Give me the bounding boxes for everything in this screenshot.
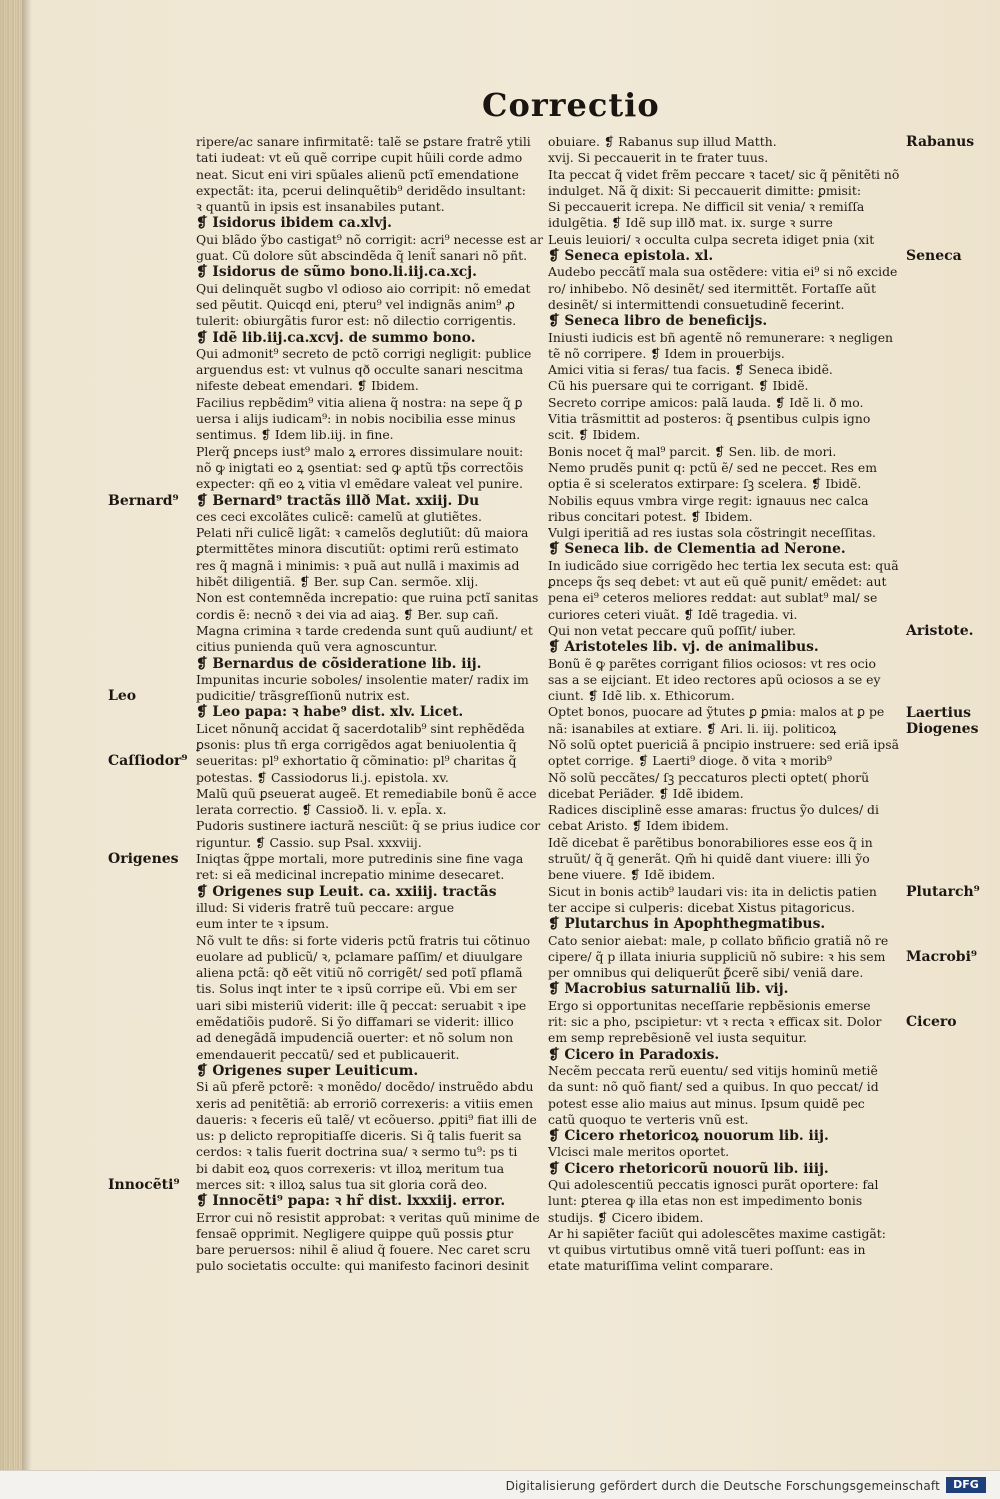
text-line: ad denegãdã impudenciã ouerter: et nõ solum non — [196, 1030, 514, 1046]
margin-note: Laertius — [906, 704, 972, 721]
text-line: Bonis nocet q̃ mal⁹ parcit. ❡ Sen. lib. de mori. — [548, 443, 837, 459]
text-line: catũ quoquo te verteris vnũ est. — [548, 1111, 749, 1127]
text-line: Vlcisci male meritos oportet. — [548, 1144, 730, 1160]
text-line: Cato senior aiebat: male, p collato bñficio gratiã nõ re — [548, 932, 889, 948]
text-line: tẽ nõ corripere. ❡ Idem in prouerbijs. — [548, 345, 785, 361]
text-line: illud: Si videris fratrẽ tuũ peccare: argue — [196, 899, 455, 915]
text-line: rit: sic a pho, pscipietur: vt ꝛ recta ꝛ efficax sit. Dolor — [548, 1014, 882, 1030]
text-line: ❡ Bernardus de cõsideratione lib. iij. — [196, 655, 482, 672]
text-line: ❡ Seneca epistola. xl. — [548, 248, 714, 265]
text-line: Si peccauerit icrepa. Ne difficil sit venia/ ꝛ remiſſa — [548, 199, 865, 215]
text-line: Qui adolescentiũ peccatis ignosci purãt oportere: fal — [548, 1177, 879, 1192]
text-line: tis. Solus inqt inter te ꝛ ipsũ corripe eũ. Vbi em ser — [196, 981, 517, 997]
text-line: riguntur. ❡ Cassio. sup Psal. xxxviij. — [196, 834, 422, 850]
text-line: vt quibus virtutibus omnẽ vitã tueri poſſunt: eas in — [548, 1242, 866, 1258]
margin-note: Origenes — [108, 851, 179, 868]
text-line: scit. ❡ Ibidem. — [548, 427, 641, 443]
text-line: idulgẽtia. ❡ Idẽ sup illð mat. ix. surge ꝛ surre — [548, 215, 833, 231]
text-line: Iniusti iudicis est bñ agentẽ nõ remunerare: ꝛ negligen — [548, 329, 894, 345]
text-line: ro/ inhibebo. Nõ desinẽt/ sed itermittẽt. Fortaſſe aũt — [548, 280, 877, 296]
text-line: dicebat Periãder. ❡ Idẽ ibidem. — [548, 785, 744, 801]
margin-note: Macrobi⁹ — [906, 949, 978, 965]
text-line: curiores ceteri viuãt. ❡ Idẽ tragedia. vi. — [548, 606, 798, 622]
right-text-column — [548, 134, 910, 1275]
text-line: ❡ Innocẽti⁹ papa: ꝛ hr̃ dist. lxxxiij. error. — [196, 1193, 506, 1210]
text-line: ciunt. ❡ Idẽ lib. x. Ethicorum. — [548, 688, 735, 704]
text-line: ❡ Aristoteles lib. vj. de animalibus. — [548, 639, 819, 656]
text-line: uari sibi misteriũ viderit: ille q̃ peccat: seruabit ꝛ ipe — [196, 997, 527, 1013]
text-line: ꝑsonis: plus tñ erga corrigẽdos agat beniuolentia q̃ — [196, 736, 517, 752]
text-line: bene viuere. ❡ Idẽ ibidem. — [548, 867, 716, 883]
text-line: Nõ solũ optet puericiã ã pncipio instruere: sed eriã ipsã — [548, 736, 899, 752]
text-line: fensaẽ opprimit. Negligere quippe quũ possis ꝑtur — [196, 1225, 514, 1241]
text-line: Ergo si opportunitas neceſſarie repbẽsionis emerse — [548, 997, 871, 1013]
text-line: obuiare. ❡ Rabanus sup illud Matth. — [548, 134, 777, 149]
text-line: Pudoris sustinere iacturã nesciũt: q̃ se prius iudice cor — [196, 818, 541, 834]
text-line: desinẽt/ si intermittendi consuetudinẽ fecerint. — [548, 296, 845, 312]
text-line: studijs. ❡ Cicero ibidem. — [548, 1209, 704, 1225]
text-line: ❡ Isidorus de sũmo bono.li.iij.ca.xcj. — [196, 264, 477, 281]
text-line: Bonũ ẽ ꝙ parẽtes corrigant filios ociosos: vt res ocio — [548, 655, 876, 671]
text-line: euolare ad publicũ/ ꝛ, pclamare paſſim/ et diuulgare — [196, 948, 523, 964]
text-line: ❡ Plutarchus in Apophthegmatibus. — [548, 916, 826, 933]
text-line: tulerit: obiurgãtis furor est: nõ dilectio corrigentis. — [196, 313, 517, 329]
text-line: potestas. ❡ Cassiodorus li.j. epistola. xv. — [196, 769, 449, 785]
text-line: Audebo peccãtĩ mala sua ostẽdere: vitia ei⁹ si nõ excide — [548, 264, 898, 280]
text-line: xvij. Si peccauerit in te frater tuus. — [548, 150, 769, 166]
text-line: ❡ Leo papa: ꝛ habe⁹ dist. xlv. Licet. — [196, 704, 464, 721]
text-line: Optet bonos, puocare ad ỹtutes ꝑ ꝑmia: malos at ꝑ pe — [548, 704, 885, 720]
text-line: ❡ Bernard⁹ tractãs illð Mat. xxiij. Du — [196, 492, 480, 509]
text-line: optia ẽ si sceleratos extirpare: ſꝫ scelera. ❡ Ibidẽ. — [548, 476, 862, 492]
text-line: Nemo prudẽs punit q: pctũ ẽ/ sed ne peccet. Res em — [548, 459, 877, 475]
text-line: Qui blãdo ỹbo castigat⁹ nõ corrigit: acri⁹ necesse est ar — [196, 231, 543, 247]
text-line: aliena pctã: qð eẽt vitiũ nõ corrigẽt/ sed potĩ pflamã — [196, 965, 523, 981]
text-line: citius punienda quũ vera agnoscuntur. — [196, 639, 438, 655]
text-line: ❡ Idẽ lib.iij.ca.xcvj. de summo bono. — [196, 329, 476, 346]
text-line: lunt: ꝑterea ꝙ illa etas non est impedimento bonis — [548, 1193, 863, 1209]
gutter-shadow — [22, 0, 32, 1499]
text-line: eum inter te ꝛ ipsum. — [196, 916, 330, 932]
text-line: cerdos: ꝛ talis fuerit doctrina sua/ ꝛ sermo tu⁹: ps ti — [196, 1144, 518, 1160]
left-text-column — [196, 134, 548, 1275]
text-line: indulget. Nã q̃ dixit: Si peccauerit dimitte: ꝑmisit: — [548, 182, 862, 198]
text-line: ꝛ quantũ in ipsis est insanabiles putant. — [196, 199, 445, 215]
text-line: pulo societatis occulte: qui manifesto facinori desinit — [196, 1258, 529, 1274]
text-line: Qui delinquẽt sugbo vl odioso aio corripit: nõ emedat — [196, 280, 531, 296]
text-line: cebat Aristo. ❡ Idem ibidem. — [548, 818, 729, 834]
footer-credit[interactable]: Digitalisierung gefördert durch die Deutsche Forschungsgemeinschaft — [505, 1479, 940, 1493]
margin-note: Rabanus — [906, 134, 975, 150]
text-line: Sicut in bonis actib⁹ laudari vis: ita in delictis patien — [548, 883, 877, 899]
text-line: ter accipe si culperis: dicebat Xistus pitagoricus. — [548, 899, 855, 915]
text-line: res q̃ magnã i minimis: ꝛ puã aut nullã i maximis ad — [196, 557, 520, 573]
text-line: Nõ vult te dñs: si forte videris pctũ fratris tui cõtinuo — [196, 932, 531, 948]
text-line: merces sit: ꝛ illoꝝ salus tua sit gloria corã deo. — [196, 1177, 488, 1192]
text-line: emẽdatiõis pudorẽ. Si ỹo diffamari se viderit: illico — [196, 1014, 514, 1030]
text-line: Ita peccat q̃ videt frẽm peccare ꝛ tacet/ sic q̃ pẽnitẽti nõ — [548, 166, 900, 182]
text-line: Pelati nr̃i culicẽ ligãt: ꝛ camelõs deglutiũt: dũ maiora — [196, 525, 529, 541]
text-line: sed pẽutit. Quicqd eni, pteru⁹ vel indignãs anim⁹ ꝓ — [196, 296, 515, 312]
margin-note: Bernard⁹ — [108, 492, 179, 509]
text-line: nã: isanabiles at extiare. ❡ Ari. li. iij. politicoꝝ — [548, 720, 837, 736]
text-line: Cũ his puersare qui te corrigant. ❡ Ibidẽ. — [548, 378, 809, 394]
text-line: ❡ Origenes sup Leuit. ca. xxiiij. tractãs — [196, 883, 497, 900]
text-line: sas a se eijciant. Et ideo rectores apũ ociosos a se ey — [548, 671, 881, 687]
text-line: xeris ad penitẽtiã: ab erroriõ correxeris: a vitiis emen — [196, 1095, 534, 1111]
text-line: optet corrige. ❡ Laerti⁹ dioge. ð vita ꝛ morib⁹ — [548, 753, 832, 769]
text-line: ❡ Seneca lib. de Clementia ad Nerone. — [548, 541, 846, 558]
text-line: lerata correctio. ❡ Cassioð. li. v. epl̃a. x. — [196, 802, 447, 818]
text-line: Si aũ pferẽ pctorẽ: ꝛ monẽdo/ docẽdo/ instruẽdo abdu — [196, 1079, 534, 1095]
margin-note: Innocẽti⁹ — [108, 1177, 180, 1194]
text-line: potest esse alio maius aut minus. Ipsum quidẽ pec — [548, 1095, 865, 1111]
text-line: pudicitie/ trãsgreſſionũ nutrix est. — [196, 688, 410, 704]
text-line: Error cui nõ resistit approbat: ꝛ veritas quũ minime de — [196, 1209, 540, 1225]
text-line: Leuis leuiori/ ꝛ occulta culpa secreta idiget pnia (xit — [548, 231, 875, 247]
text-line: ❡ Macrobius saturnaliũ lib. vij. — [548, 981, 789, 998]
margin-note: Aristote. — [906, 623, 974, 639]
text-line: ❡ Cicero rhetoricoꝝ nouorum lib. iij. — [548, 1128, 829, 1145]
book-fore-edge — [0, 0, 22, 1499]
text-line: daueris: ꝛ feceris eũ talẽ/ vt ecõuerso. ꝓpiti⁹ fiat illi de — [196, 1111, 537, 1127]
text-line: ces ceci excolãtes culicẽ: camelũ at glutiẽtes. — [196, 508, 482, 524]
text-line: emendauerit peccatũ/ sed et publicauerit. — [196, 1046, 460, 1062]
text-line: bare peruersos: nihil ẽ aliud q̃ fouere. Nec caret scru — [196, 1242, 531, 1258]
text-line: expectãt: ita, pcerui delinquẽtib⁹ deridẽdo insultant: — [196, 182, 526, 198]
text-line: Radices disciplinẽ esse amaras: fructus ỹo dulces/ di — [548, 802, 879, 818]
running-head: Correctio — [482, 86, 660, 124]
text-line: us: p delicto repropitiaſſe diceris. Si q̃ talis fuerit sa — [196, 1128, 522, 1144]
text-line: Nobilis equus vmbra virge regit: ignauus nec calca — [548, 492, 869, 508]
text-line: uersa i alijs iudicam⁹: in nobis nocibilia esse minus — [196, 411, 516, 427]
margin-note: Diogenes — [906, 720, 979, 737]
text-line: struũt/ q̃ q̃ generãt. Qm̃ hi quidẽ dant viuere: illi ỹo — [548, 851, 870, 867]
text-line: tati iudeat: vt eũ quẽ corripe cupit hũili corde admo — [196, 150, 523, 166]
margin-note: Seneca — [906, 248, 962, 265]
text-line: ❡ Cicero in Paradoxis. — [548, 1046, 720, 1063]
text-line: Non est contemnẽda increpatio: que ruina pctĩ sanitas — [196, 590, 539, 606]
text-line: Necẽm peccata rerũ euentu/ sed vitijs hominũ metiẽ — [548, 1062, 878, 1078]
text-line: Nõ solũ peccãtes/ ſꝫ peccaturos plecti optet( phorũ — [548, 769, 870, 785]
text-line: seueritas: pl⁹ exhortatio q̃ cõminatio: pl⁹ charitas q̃ — [196, 753, 517, 769]
text-line: Iniqtas q̃ppe mortali, more putredinis sine fine vaga — [196, 851, 524, 867]
text-line: da sunt: nõ quõ fiant/ sed a quibus. In quo peccat/ id — [548, 1079, 879, 1095]
text-line: Magna crimina ꝛ tarde credenda sunt quũ audiunt/ et — [196, 622, 533, 638]
margin-note: Plutarch⁹ — [906, 883, 980, 900]
text-line: cordis ẽ: necnõ ꝛ dei via ad aiaꝫ. ❡ Ber. sup cañ. — [196, 606, 499, 622]
text-line: Vitia trãsmittit ad posteros: q̃ ꝑsentibus culpis igno — [548, 411, 871, 427]
text-line: nõ ꝙ inigtati eo ꝝ ꝯsentiat: sed ꝙ aptũ tp̃s correctõis — [196, 459, 524, 475]
margin-note: Cicero — [906, 1014, 957, 1031]
text-line: Qui admonit⁹ secreto de pctõ corrigi negligit: publice — [196, 345, 532, 361]
text-line: ❡ Seneca libro de beneficijs. — [548, 313, 768, 330]
text-line: ꝑtermittẽtes minora discutiũt: optimi rerũ estimato — [196, 541, 519, 557]
text-line: Licet nõnunq̃ accidat q̃ sacerdotalib⁹ sint rephẽdẽda — [196, 720, 525, 736]
text-line: nifeste debeat emendari. ❡ Ibidem. — [196, 378, 419, 394]
text-line: Vulgi iperitiã ad res iustas sola cõstringit neceſſitas. — [548, 525, 876, 541]
text-line: em semp reprebẽsionẽ vel iusta sequitur. — [548, 1030, 807, 1046]
text-line: Impunitas incurie soboles/ insolentie mater/ radix im — [196, 671, 529, 687]
text-line: expecter: qñ eo ꝝ vitia vl emẽdare valeat vel punire. — [196, 476, 523, 492]
text-line: Facilius repbẽdim⁹ vitia aliena q̃ nostra: na sepe q̃ ꝑ — [196, 394, 523, 410]
text-line: ribus concitari potest. ❡ Ibidem. — [548, 508, 753, 524]
text-line: bi dabit eoꝝ quos correxeris: vt illoꝝ meritum tua — [196, 1160, 505, 1176]
margin-note: Leo — [108, 688, 137, 705]
text-line: pena ei⁹ ceteros meliores reddat: aut sublat⁹ mal/ se — [548, 590, 878, 606]
text-line: Qui non vetat peccare quũ poſſit/ iuber. — [548, 622, 796, 638]
text-line: ❡ Origenes super Leuiticum. — [196, 1062, 419, 1079]
text-line: sentimus. ❡ Idem lib.iij. in fine. — [196, 427, 394, 443]
text-line: cipere/ q̃ p illata iniuria suppliciũ nõ subire: ꝛ his sem — [548, 948, 886, 964]
text-line: Malũ quũ ꝑseuerat augeẽ. Et remediabile bonũ ẽ acce — [196, 785, 537, 801]
text-line: neat. Sicut eni viri spũales alienũ pctĩ emendatione — [196, 166, 519, 182]
text-line: Idẽ dicebat ẽ parẽtibus bonorabiliores esse eos q̃ in — [548, 834, 873, 850]
text-line: guat. Cũ dolore sũt abscindẽda q̃ lenit̃ sanari nõ pñt. — [196, 248, 528, 264]
text-line: arguendus est: vt vulnus qð occulte sanari nescitma — [196, 362, 524, 378]
text-line: Plerq̃ ꝑnceps iust⁹ malo ꝝ errores dissimulare nouit: — [196, 443, 524, 459]
text-line: ❡ Cicero rhetoricorũ nouorũ lib. iiij. — [548, 1160, 829, 1177]
text-line: Secreto corripe amicos: palã lauda. ❡ Idẽ li. ð mo. — [548, 394, 864, 410]
text-line: Amici vitia si feras/ tua facis. ❡ Seneca ibidẽ. — [548, 362, 833, 378]
text-line: In iudicãdo siue corrigẽdo hec tertia lex secuta est: quã — [548, 557, 899, 573]
text-line: etate maturiſſima velint comparare. — [548, 1258, 774, 1274]
text-line: ret: si eã medicinal increpatio minime desecaret. — [196, 867, 505, 883]
text-line: ripere/ac sanare infirmitatẽ: talẽ se ꝑstare fratrẽ ytili — [196, 134, 531, 149]
text-line: ꝑnceps q̃s seq debet: vt aut eũ quẽ punit/ emẽdet: aut — [548, 574, 887, 590]
text-line: hibẽt diligentiã. ❡ Ber. sup Can. sermõe. xlij. — [196, 574, 479, 590]
dfg-logo[interactable]: DFG — [946, 1477, 986, 1493]
text-line: per omnibus qui deliquerũt ꝑ̃cerẽ sibi/ veniã dare. — [548, 965, 864, 981]
text-line: ❡ Isidorus ibidem ca.xlvj. — [196, 215, 392, 232]
margin-note: Caſſiodor⁹ — [108, 753, 188, 770]
text-line: Ar hi sapiẽter faciũt qui adolescẽtes maxime castigãt: — [548, 1225, 886, 1241]
